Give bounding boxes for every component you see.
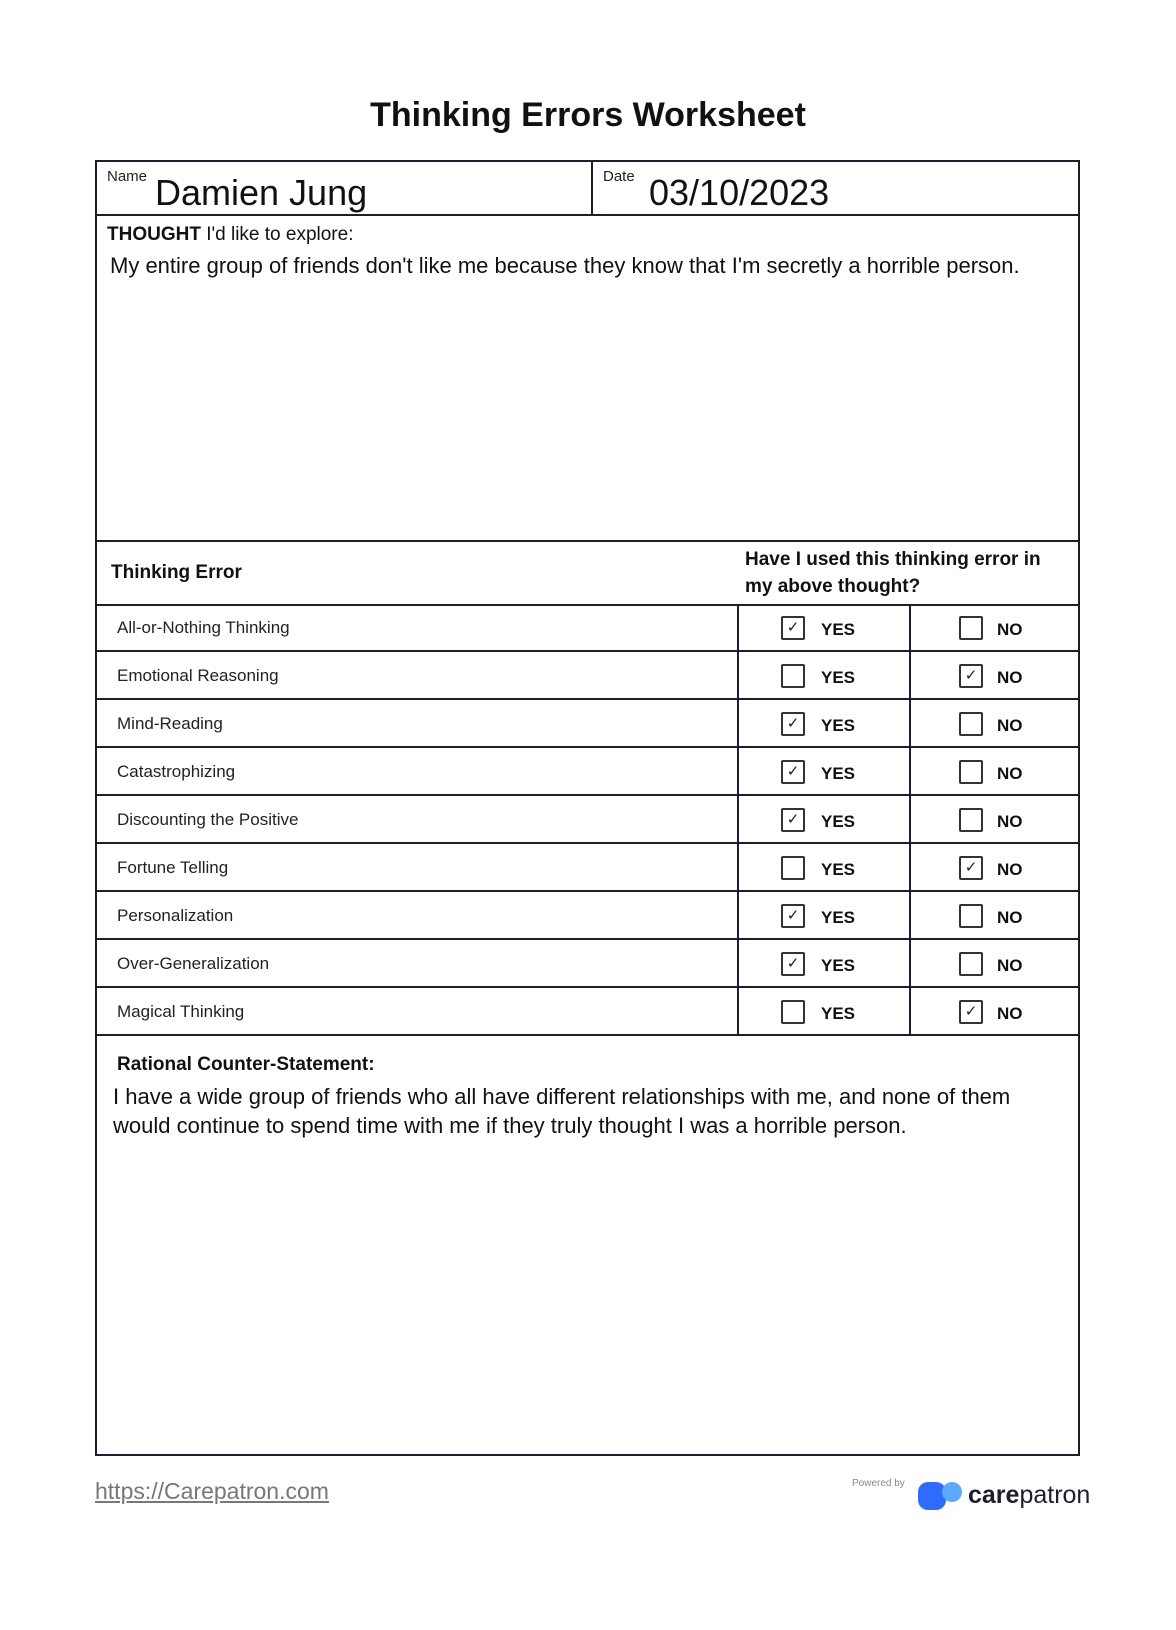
thought-label-rest: I'd like to explore: xyxy=(200,224,354,245)
table-row xyxy=(97,844,1078,892)
question-header: Have I used this thinking error in my above thought? xyxy=(745,549,1041,597)
yes-option xyxy=(737,940,909,986)
no-checkbox[interactable]: ✓ xyxy=(959,856,983,880)
no-checkbox[interactable]: ✓ xyxy=(959,664,983,688)
no-label: NO xyxy=(997,956,1023,975)
yes-option xyxy=(737,988,909,1034)
yes-checkbox[interactable]: ✓ xyxy=(781,808,805,832)
yes-checkbox[interactable]: ✓ xyxy=(781,712,805,736)
no-label: NO xyxy=(997,764,1023,783)
yes-option xyxy=(737,844,909,890)
yes-option xyxy=(737,604,909,650)
carepatron-logo-icon xyxy=(918,1480,966,1512)
thinking-error-label: Mind-Reading xyxy=(117,714,223,733)
powered-by-label: Powered by xyxy=(852,1478,905,1489)
no-checkbox[interactable] xyxy=(959,808,983,832)
no-label: NO xyxy=(997,1004,1023,1023)
no-checkbox[interactable] xyxy=(959,712,983,736)
yes-label: YES xyxy=(821,668,856,687)
yes-checkbox[interactable] xyxy=(781,1000,805,1024)
no-option xyxy=(909,748,1078,794)
thinking-error-label: Emotional Reasoning xyxy=(117,666,279,685)
no-option xyxy=(909,988,1078,1034)
yes-checkbox[interactable] xyxy=(781,664,805,688)
no-label: NO xyxy=(997,812,1023,831)
yes-label: YES xyxy=(821,1004,856,1023)
yes-label: YES xyxy=(821,908,856,927)
yes-label: YES xyxy=(821,812,856,831)
no-option xyxy=(909,796,1078,842)
table-row xyxy=(97,988,1078,1036)
yes-label: YES xyxy=(821,860,856,879)
worksheet xyxy=(95,160,1080,1456)
yes-checkbox[interactable]: ✓ xyxy=(781,952,805,976)
thought-text[interactable]: My entire group of friends don't like me because they know that I'm secretly a horrible person. xyxy=(110,253,1020,278)
thinking-error-label: Catastrophizing xyxy=(117,762,236,781)
yes-label: YES xyxy=(821,956,856,975)
date-label: Date xyxy=(603,168,635,185)
yes-option xyxy=(737,700,909,746)
thinking-error-header: Thinking Error xyxy=(111,562,242,583)
yes-label: YES xyxy=(821,764,856,783)
name-label: Name xyxy=(107,168,148,185)
name-field[interactable]: Damien Jung xyxy=(155,172,368,213)
yes-option xyxy=(737,892,909,938)
no-option xyxy=(909,844,1078,890)
header-row xyxy=(97,162,1078,216)
counter-text[interactable]: I have a wide group of friends who all have different relationships with me, and none of them would continue to spend time with me if they truly thought I was a horrible person. xyxy=(113,1084,1011,1138)
no-label: NO xyxy=(997,716,1023,735)
no-option xyxy=(909,892,1078,938)
no-label: NO xyxy=(997,860,1023,879)
yes-option xyxy=(737,796,909,842)
no-checkbox[interactable] xyxy=(959,760,983,784)
no-checkbox[interactable]: ✓ xyxy=(959,1000,983,1024)
logo-rest: patron xyxy=(1019,1481,1091,1509)
counter-heading: Rational Counter-Statement: xyxy=(117,1054,375,1075)
no-checkbox[interactable] xyxy=(959,904,983,928)
thought-section xyxy=(97,214,1078,542)
table-row xyxy=(97,796,1078,844)
no-label: NO xyxy=(997,668,1023,687)
yes-checkbox[interactable] xyxy=(781,856,805,880)
thinking-error-label: Fortune Telling xyxy=(117,858,229,877)
thought-heading xyxy=(107,224,353,246)
yes-checkbox[interactable]: ✓ xyxy=(781,616,805,640)
yes-option xyxy=(737,748,909,794)
no-checkbox[interactable] xyxy=(959,616,983,640)
table-row xyxy=(97,604,1078,652)
page-title: Thinking Errors Worksheet xyxy=(370,96,806,134)
yes-checkbox[interactable]: ✓ xyxy=(781,904,805,928)
thinking-error-rows xyxy=(97,604,1078,1036)
carepatron-logo-text xyxy=(968,1481,1090,1510)
table-row xyxy=(97,700,1078,748)
thought-label-bold: THOUGHT xyxy=(107,224,201,245)
table-row xyxy=(97,892,1078,940)
no-checkbox[interactable] xyxy=(959,952,983,976)
yes-label: YES xyxy=(821,620,856,639)
no-label: NO xyxy=(997,620,1023,639)
thinking-error-label: Magical Thinking xyxy=(117,1002,245,1021)
table-row xyxy=(97,748,1078,796)
thinking-error-label: Discounting the Positive xyxy=(117,810,299,829)
no-option xyxy=(909,652,1078,698)
no-option xyxy=(909,940,1078,986)
table-header xyxy=(97,540,1078,606)
no-option xyxy=(909,604,1078,650)
date-field[interactable]: 03/10/2023 xyxy=(649,172,830,213)
name-cell xyxy=(97,162,593,214)
thinking-error-label: Personalization xyxy=(117,906,234,925)
table-row xyxy=(97,652,1078,700)
yes-label: YES xyxy=(821,716,856,735)
counter-section xyxy=(97,1036,1078,1454)
logo-bold: care xyxy=(968,1481,1020,1509)
yes-checkbox[interactable]: ✓ xyxy=(781,760,805,784)
table-row xyxy=(97,940,1078,988)
carepatron-link[interactable]: https://Carepatron.com xyxy=(95,1478,329,1504)
thinking-error-label: Over-Generalization xyxy=(117,954,270,973)
yes-option xyxy=(737,652,909,698)
date-cell xyxy=(593,162,1078,214)
no-option xyxy=(909,700,1078,746)
thinking-error-label: All-or-Nothing Thinking xyxy=(117,618,290,637)
no-label: NO xyxy=(997,908,1023,927)
